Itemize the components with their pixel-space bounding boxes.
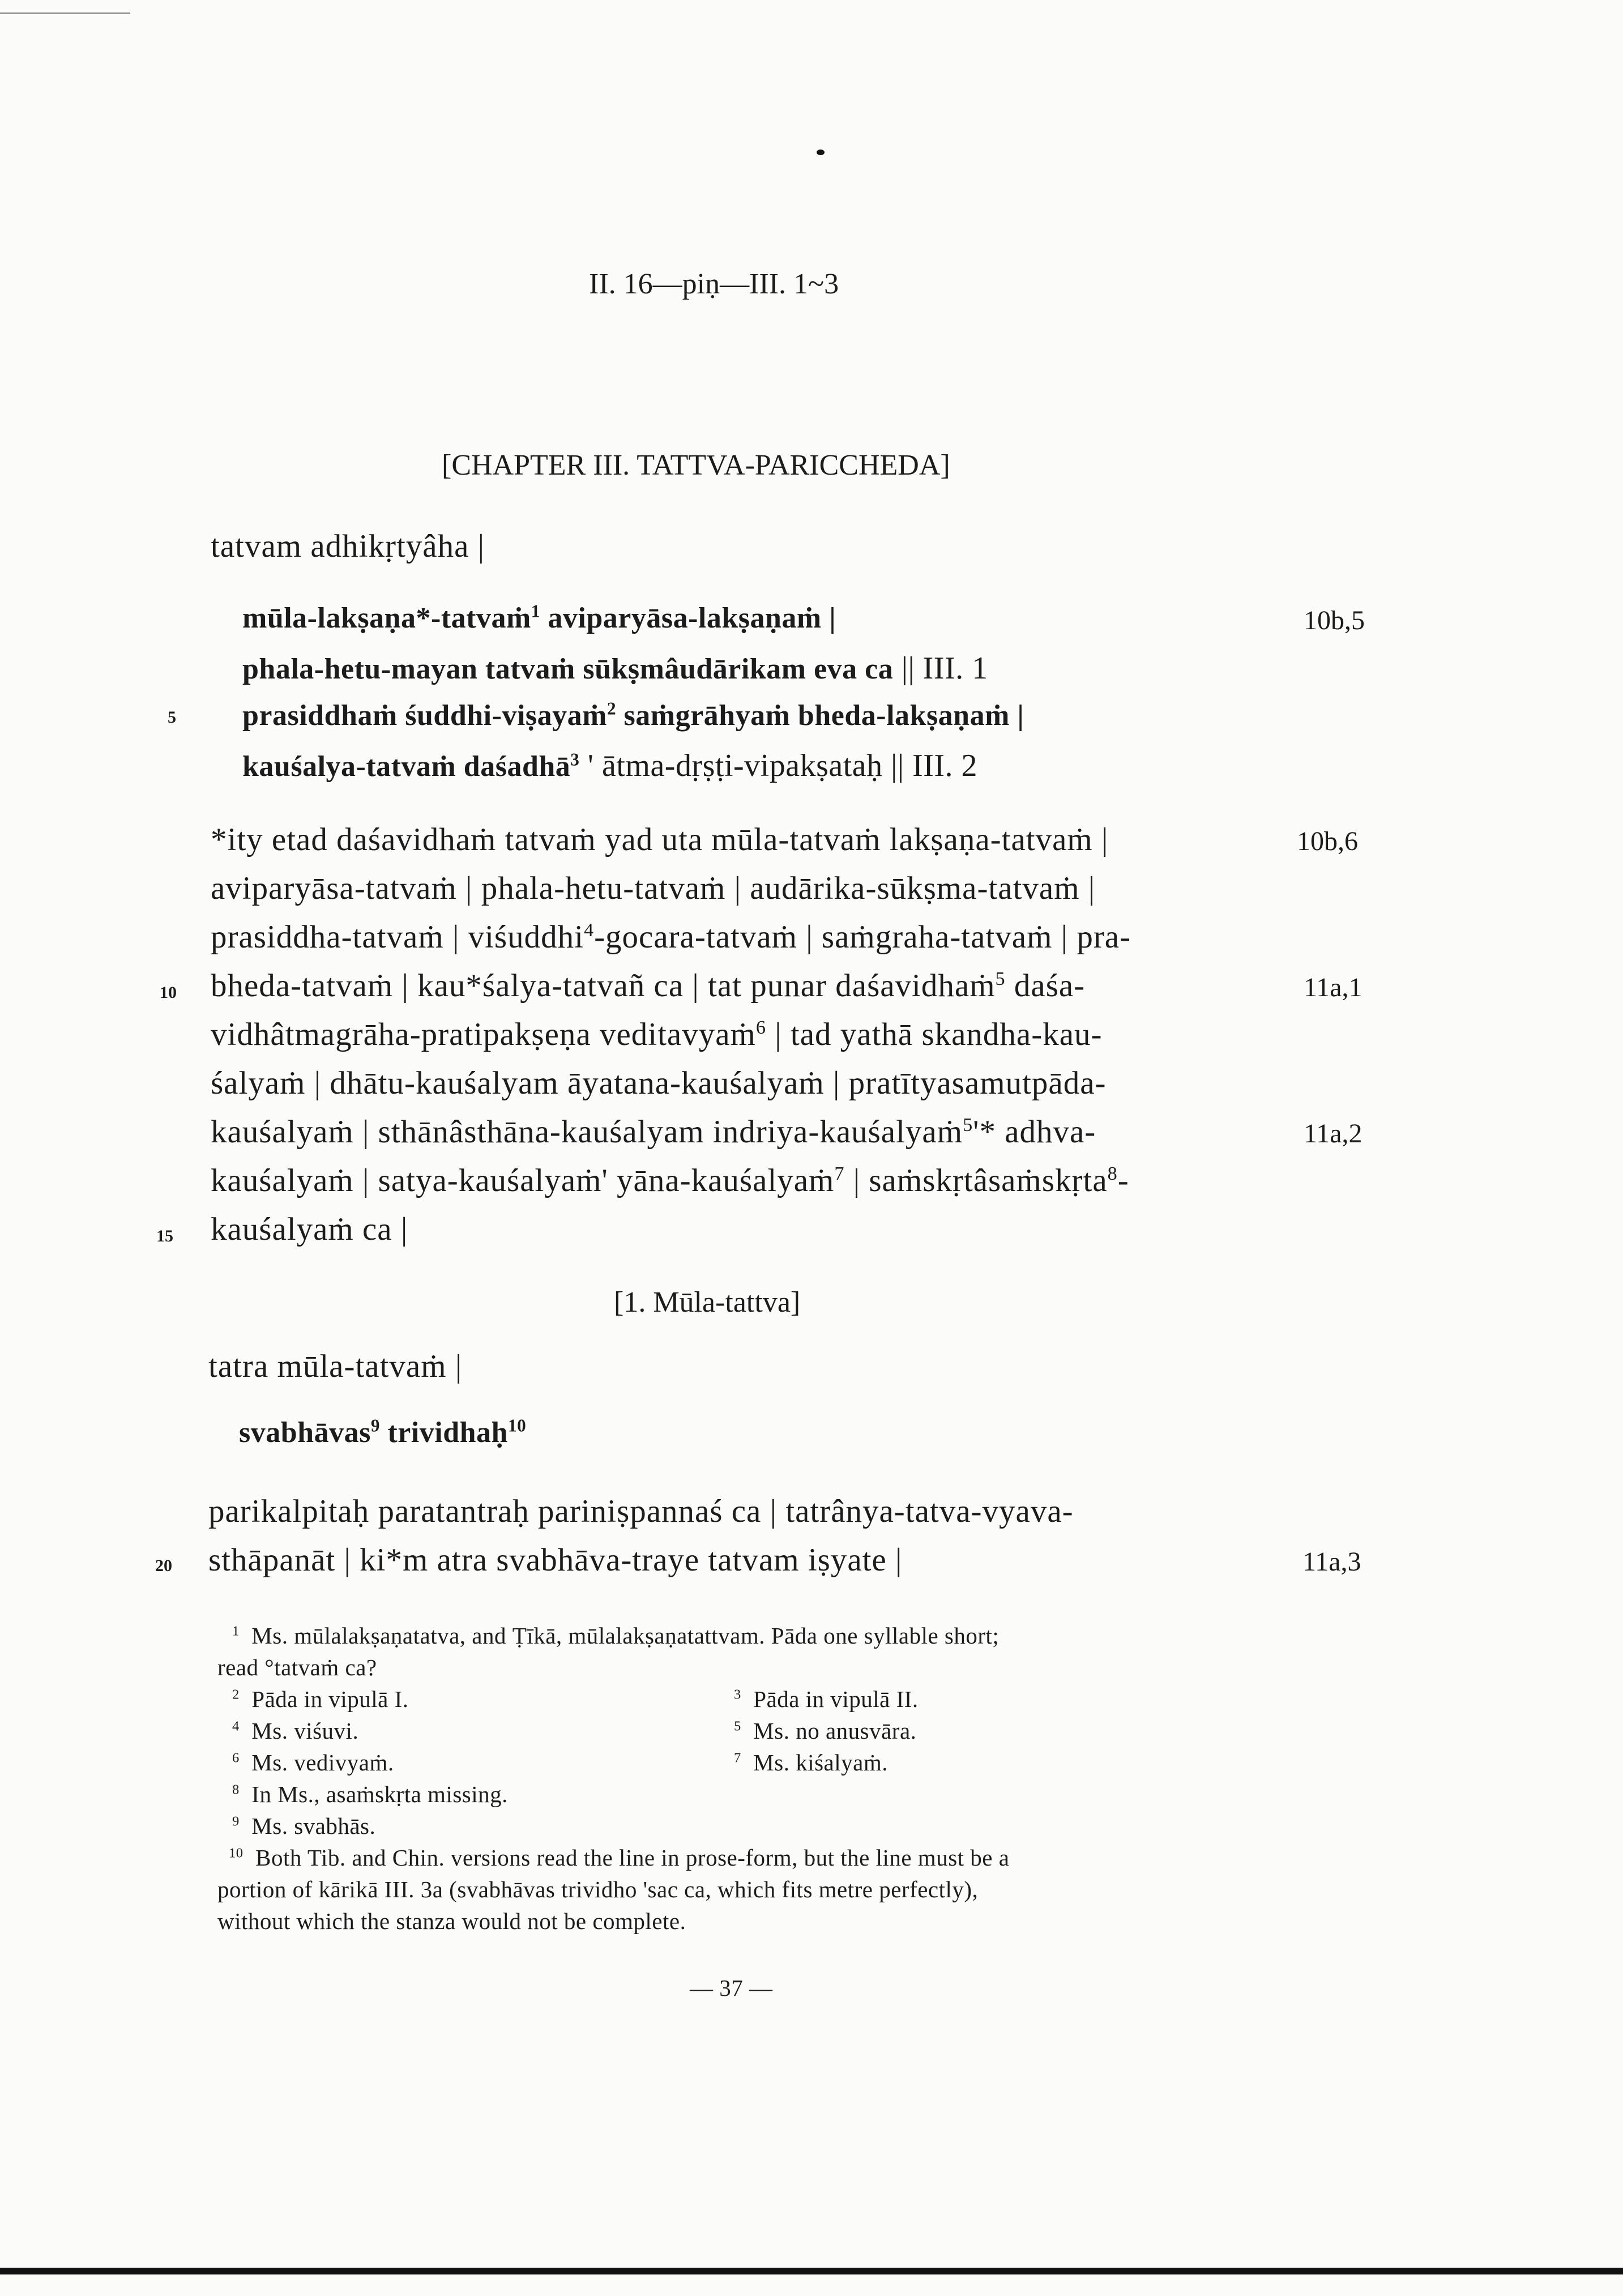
line-number: 10 [160, 983, 177, 1002]
top-edge-mark [0, 12, 130, 14]
commentary-line [211, 1016, 1306, 1053]
footnote-5: $^5$ Ms. no anusvāra. [734, 1718, 917, 1744]
line-number: 15 [156, 1227, 173, 1245]
commentary-line [211, 1211, 408, 1248]
footnote-1: $^1$ Ms. mūlalakṣaṇatatva, and Ṭīkā, mūlalakṣaṇatattvam. Pāda one syllable short; [232, 1623, 1000, 1649]
page-number: — 37 — [690, 1975, 773, 2001]
footnote-ref: 6 [755, 1017, 766, 1038]
verse-line [242, 748, 977, 784]
footnote-10-continued: portion of kārikā III. 3a (svabhāvas trividho 'sac ca, which fits metre perfectly), [217, 1876, 979, 1902]
verse-line [242, 699, 1024, 732]
footnote-8: $^8$ In Ms., asaṁskṛta missing. [232, 1781, 508, 1807]
verse-number: ' ātma-dṛṣṭi-vipakṣataḥ || III. 2 [579, 748, 978, 783]
verse-text: mūla-lakṣaṇa*-tatvaṁ [242, 602, 531, 634]
verse-text: trividhaḥ [379, 1416, 508, 1449]
verse-line [242, 601, 836, 635]
footnote-6: $^6$ Ms. vedivyaṁ. [232, 1749, 394, 1776]
manuscript-ref: 10b,6 [1297, 826, 1358, 856]
commentary-text: kauśalyaṁ | satya-kauśalyaṁ' yāna-kauśalyaṁ [211, 1163, 835, 1198]
commentary-text: aviparyāsa-tatvaṁ | phala-hetu-tatvaṁ | audārika-sūkṣma-tatvaṁ | [211, 870, 1096, 906]
commentary-text: - [1117, 1163, 1129, 1198]
footnote-ref: 8 [1107, 1163, 1118, 1184]
commentary-line [211, 821, 1306, 858]
footnote-2: $^2$ Pāda in vipulā I. [232, 1686, 409, 1712]
section-intro: tatra mūla-tatvaṁ | [208, 1348, 463, 1384]
commentary-line [211, 1113, 1306, 1150]
commentary-text: vidhâtmagrāha-pratipakṣeṇa veditavyaṁ [211, 1017, 756, 1052]
commentary-line [211, 870, 1306, 907]
footnote-ref: 5 [995, 968, 1006, 989]
footnote-ref: 3 [570, 749, 580, 770]
verse-text: prasiddhaṁ śuddhi-viṣayaṁ [242, 699, 607, 732]
commentary-text: daśa- [1005, 968, 1086, 1004]
commentary-text: sthāpanāt | ki*m atra svabhāva-traye tatvam iṣyate | [208, 1542, 903, 1578]
commentary-text: prasiddha-tatvaṁ | viśuddhi [211, 919, 584, 955]
running-head: II. 16—piṇ—III. 1~3 [589, 268, 839, 300]
manuscript-ref: 11a,3 [1302, 1547, 1361, 1577]
footnote-7: $^7$ Ms. kiśalyaṁ. [734, 1749, 888, 1776]
verse-line [242, 650, 988, 686]
commentary-line [211, 967, 1306, 1004]
footnote-ref: 4 [583, 920, 595, 941]
footnote-text: Ms. no anusvāra. [753, 1718, 917, 1744]
footnote-text: Pāda in vipulā II. [753, 1686, 919, 1712]
footnote-text: Ms. svabhās. [251, 1813, 376, 1839]
commentary-text: '* adhva- [973, 1114, 1096, 1150]
commentary-line [208, 1542, 902, 1578]
section-verse [239, 1416, 526, 1449]
commentary-line [211, 919, 1306, 955]
footnote-9: $^9$ Ms. svabhās. [232, 1813, 376, 1839]
commentary-line [208, 1493, 1304, 1530]
manuscript-ref: 11a,2 [1304, 1119, 1363, 1149]
commentary-text: | tad yathā skandha-kau- [766, 1017, 1103, 1052]
commentary-text: kauśalyaṁ ca | [211, 1211, 408, 1247]
footnote-4: $^4$ Ms. viśuvi. [232, 1718, 359, 1744]
verse-text: svabhāvas [239, 1416, 371, 1449]
verse-text: phala-hetu-mayan tatvaṁ sūkṣmâudārikam eva ca [242, 653, 894, 685]
verse-number: || III. 1 [893, 651, 988, 686]
commentary-text: kauśalyaṁ | sthānâsthāna-kauśalyam indriya-kauśalyaṁ [211, 1114, 963, 1150]
commentary-line [211, 1162, 1306, 1199]
chapter-title: [CHAPTER III. TATTVA-PARICCHEDA] [442, 449, 950, 481]
footnote-ref: 10 [507, 1415, 527, 1436]
footnote-text: Pāda in vipulā I. [251, 1686, 409, 1712]
commentary-text: bheda-tatvaṁ | kau*śalya-tatvañ ca | tat punar daśavidhaṁ [211, 968, 996, 1004]
footnote-ref: 5 [963, 1115, 973, 1136]
footnote-text: Ms. kiśalyaṁ. [753, 1749, 888, 1776]
footnote-text: Ms. viśuvi. [251, 1718, 359, 1744]
verse-text: saṁgrāhyaṁ bheda-lakṣaṇaṁ | [616, 699, 1024, 732]
commentary-text: -gocara-tatvaṁ | saṁgraha-tatvaṁ | pra- [594, 919, 1131, 955]
footnote-1-continued: read °tatvaṁ ca? [217, 1654, 377, 1680]
commentary-text: | saṁskṛtâsaṁskṛta [844, 1163, 1108, 1198]
line-number: 5 [168, 708, 176, 727]
manuscript-ref: 11a,1 [1304, 972, 1363, 1002]
footnote-ref: 9 [370, 1415, 380, 1436]
bottom-edge-rule [0, 2268, 1623, 2274]
verse-text: aviparyāsa-lakṣaṇaṁ | [540, 602, 836, 634]
line-number: 20 [155, 1556, 172, 1575]
footnote-3: $^3$ Pāda in vipulā II. [734, 1686, 919, 1712]
footnote-text: Ms. vedivyaṁ. [251, 1749, 394, 1776]
verse-text: kauśalya-tatvaṁ daśadhā [242, 750, 571, 783]
commentary-text: śalyaṁ | dhātu-kauśalyam āyatana-kauśalyaṁ | pratītyasamutpāda- [211, 1065, 1107, 1101]
manuscript-ref: 10b,5 [1304, 605, 1365, 635]
ink-dot [817, 150, 825, 155]
commentary-line [211, 1065, 1306, 1102]
footnote-10-continued: without which the stanza would not be complete. [217, 1908, 686, 1934]
commentary-text: parikalpitaḥ paratantraḥ pariniṣpannaś ca | tatrânya-tatva-vyava- [208, 1493, 1074, 1529]
footnote-10: $^{10}$ Both Tib. and Chin. versions read the line in prose-form, but the line must be a [229, 1845, 1010, 1871]
footnote-ref: 7 [834, 1163, 845, 1184]
footnote-text: In Ms., asaṁskṛta missing. [251, 1781, 508, 1807]
footnote-text: Ms. mūlalakṣaṇatatva, and Ṭīkā, mūlalakṣaṇatattvam. Pāda one syllable short; [251, 1623, 1000, 1649]
footnote-ref: 1 [531, 601, 540, 621]
footnote-text: Both Tib. and Chin. versions read the line in prose-form, but the line must be a [255, 1845, 1010, 1871]
section-heading: [1. Mūla-tattva] [614, 1286, 801, 1318]
footnote-ref: 2 [607, 698, 617, 719]
commentary-text: *ity etad daśavidhaṁ tatvaṁ yad uta mūla-tatvaṁ lakṣaṇa-tatvaṁ | [211, 822, 1109, 857]
intro-line: tatvam adhikṛtyâha | [211, 528, 485, 564]
